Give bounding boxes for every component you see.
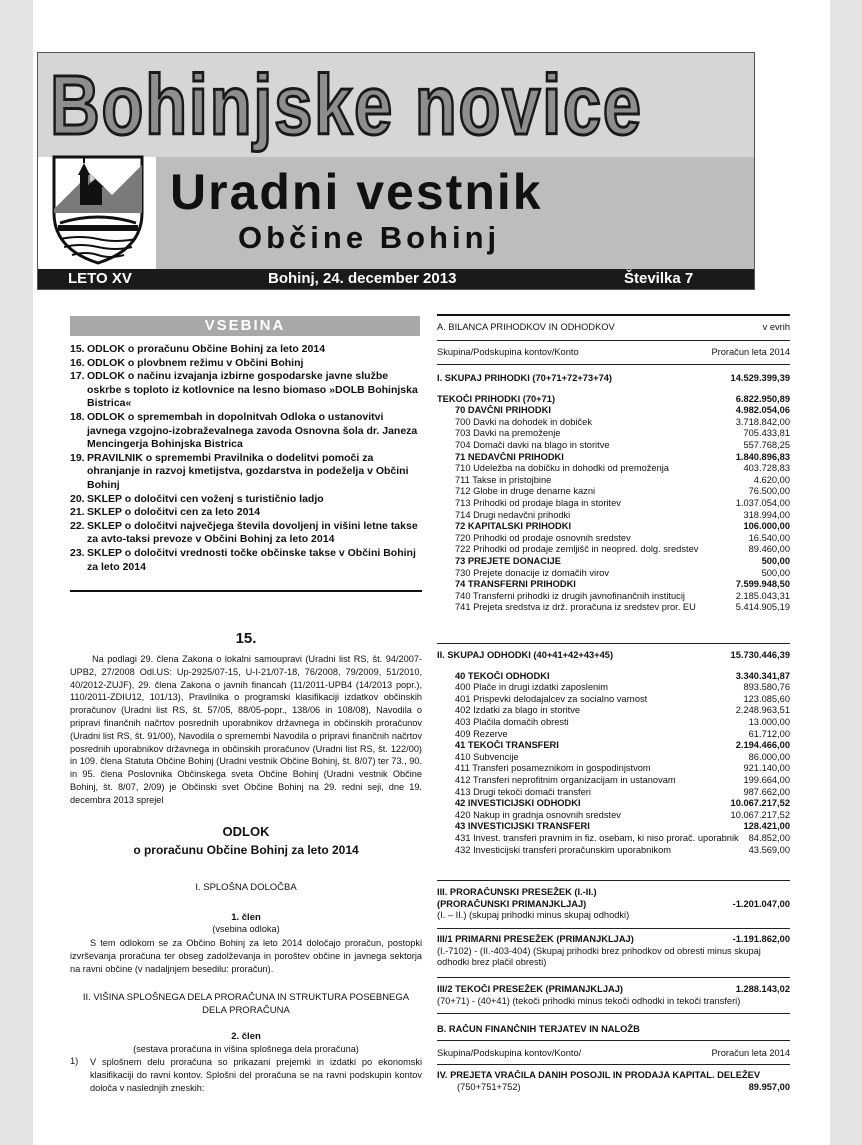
contents-item[interactable] <box>70 357 422 371</box>
article-subtitle: (sestava proračuna in višina splošnega dela proračuna) <box>133 1044 359 1054</box>
budget-row <box>437 602 790 614</box>
divider <box>437 364 790 365</box>
budget-row-value: 6.822.950,89 <box>735 393 790 404</box>
budget-row-label: 403 Plačila domačih obresti <box>455 716 569 727</box>
masthead-info-bar <box>38 269 754 289</box>
masthead <box>37 52 755 290</box>
expense-rows <box>437 650 790 856</box>
budget-row <box>437 763 790 775</box>
contents-item-text: PRAVILNIK o spremembi Pravilnika o dodelitvi pomoči za ohranjanje in razvoj kmetijstva, gozdarstva in podeželja v Občini Bohinj <box>87 451 409 491</box>
contents-item-number: 21. <box>70 506 85 519</box>
budget-row-label: I. SKUPAJ PRIHODKI (70+71+72+73+74) <box>437 373 613 383</box>
budget-row <box>437 544 790 556</box>
column-header-account: Skupina/Podskupina kontov/Konto/ <box>437 1048 582 1058</box>
contents-item[interactable] <box>70 411 422 452</box>
budget-row-value: 128.421,00 <box>743 821 790 832</box>
surplus-section <box>437 887 790 922</box>
budget-row-value: 705.433,81 <box>743 428 790 439</box>
divider <box>437 977 790 978</box>
budget-row-label: 40 TEKOČI ODHODKI <box>455 670 550 681</box>
budget-row-value: 318.994,00 <box>743 509 790 520</box>
contents-item-text: ODLOK o plovbnem režimu v Občini Bohinj <box>87 356 304 369</box>
contents-heading: VSEBINA <box>70 316 420 336</box>
contents-item-number: 17. <box>70 370 85 383</box>
contents-item-number: 19. <box>70 451 85 464</box>
divider <box>437 1040 790 1041</box>
article-subtitle: (vsebina odloka) <box>212 924 280 934</box>
budget-row-label: 722 Prihodki od prodaje zemljišč in neopred. dolg. sredstev <box>455 544 699 555</box>
budget-row-label: 713 Prihodki od prodaje blaga in storitev <box>455 497 621 508</box>
primary-surplus-title: III/1 PRIMARNI PRESEŽEK (PRIMANJKLJAJ) <box>437 934 634 944</box>
contents-item[interactable] <box>70 493 422 507</box>
budget-row-value: 2.194.466,00 <box>735 740 790 751</box>
budget-row <box>437 428 790 440</box>
budget-row-label: 73 PREJETE DONACIJE <box>455 555 561 566</box>
divider <box>437 928 790 929</box>
divider <box>437 340 790 341</box>
budget-row <box>437 775 790 787</box>
budget-row-value: 10.067.217,52 <box>730 809 790 820</box>
preamble-text: Na podlagi 29. člena Zakona o lokalni samoupravi (Uradni list RS, št. 94/2007-UPB2, 27/2008 Odl.US: Up-2925/07-15, U-I-21/07-18, 76/2008, 79/2009, 51/2010, 40/2012-ZUJF), 29. člena Zakona o javnih financah (11/2011-UPB4 (14/2013 popr.), 110/2011-ZDIU12, 101/13), Pravilnika o programski klasifikaciji izdatkov občinskih proračunov (Uradni list RS, št. 57/05, 88/05-popr., 138/06 in 108/08), Navodila o pripravi finančnih načrtov posrednih uporabnikov državnega in občinskih proračunov (Uradni list RS, št. 91/00), Navodila o spremembi Navodila o pripravi finančnih načrtov posrednih uporabnikov državnega in občinskih proračunov (Uradni list RS, št. 122/00) in 109. člena Statuta Občine Bohinj (Uradni vestnik Občine Bohinj, št. 8/07) ter 73., 90. in 95. člena Poslovnika Občinskega sveta Občine Bohinj (Uradni vestnik Občine Bohinj, št. 8/07, 2/09) je Občinski svet Občine Bohinj na 29. redni seji, dne 19. decembra 2013 sprejel <box>70 654 422 805</box>
budget-row-label: 74 TRANSFERNI PRIHODKI <box>455 579 576 590</box>
part-heading: I. SPLOŠNA DOLOČBA <box>195 882 297 893</box>
budget-row-value: 403.728,83 <box>743 463 790 474</box>
budget-row-value: 893.580,76 <box>743 682 790 693</box>
contents-item[interactable] <box>70 370 422 411</box>
budget-row-label: 714 Drugi nedavčni prihodki <box>455 509 571 520</box>
budget-row-label: 70 DAVČNI PRIHODKI <box>455 405 551 416</box>
budget-row <box>437 463 790 475</box>
budget-row-value: 987.662,00 <box>743 786 790 797</box>
budget-row-label: 710 Udeležba na dobičku in dohodki od premoženja <box>455 463 669 474</box>
section-number: 15. <box>235 630 257 647</box>
revenue-rows <box>437 373 790 614</box>
budget-row-value: 86.000,00 <box>748 751 790 762</box>
primary-surplus-section <box>437 934 790 969</box>
article-number: 2. člen <box>231 1031 261 1042</box>
budget-row-value: 4.982.054,06 <box>735 405 790 416</box>
budget-row <box>437 798 790 810</box>
budget-row-label: 420 Nakup in gradnja osnovnih sredstev <box>455 809 621 820</box>
article-number: 1. člen <box>231 912 261 923</box>
part-heading: II. VIŠINA SPLOŠNEGA DELA PRORAČUNA IN STRUKTURA POSEBNEGA DELA PRORAČUNA <box>82 992 410 1016</box>
budget-row <box>437 729 790 741</box>
contents-item[interactable] <box>70 506 422 520</box>
budget-row <box>437 717 790 729</box>
budget-row-label: 703 Davki na premoženje <box>455 428 561 439</box>
masthead-municipality: Občine Bohinj <box>238 220 501 255</box>
divider <box>437 1013 790 1014</box>
budget-row-value: 3.718.842,00 <box>735 416 790 427</box>
budget-row <box>437 486 790 498</box>
budget-row-label: 700 Davki na dohodek in dobiček <box>455 416 592 427</box>
section-b-iv-sub: (750+751+752) <box>457 1081 521 1092</box>
contents-item-number: 22. <box>70 519 85 532</box>
current-surplus-value: 1.288.143,02 <box>735 984 790 994</box>
primary-surplus-value: -1.191.862,00 <box>732 934 790 944</box>
budget-row <box>437 556 790 568</box>
budget-row <box>437 752 790 764</box>
divider <box>70 590 422 592</box>
budget-row <box>437 373 790 385</box>
contents-item-text: SKLEP o določitvi vrednosti točke občinske takse v Občini Bohinj za leto 2014 <box>87 546 416 573</box>
bohinj-coat-of-arms-icon <box>50 153 146 265</box>
budget-row <box>437 521 790 533</box>
budget-row-label: TEKOČI PRIHODKI (70+71) <box>437 393 556 404</box>
budget-row-label: 411 Transferi posameznikom in gospodinjstvom <box>455 763 651 774</box>
budget-row-value: 84.852,00 <box>748 832 790 843</box>
budget-row-value: 14.529.399,39 <box>730 373 790 383</box>
budget-row <box>437 452 790 464</box>
budget-row <box>437 533 790 545</box>
contents-item[interactable] <box>70 547 422 574</box>
budget-row <box>437 810 790 822</box>
budget-row-label: 431 Invest. transferi pravnim in fiz. osebam, ki niso prorač. uporabnik <box>455 832 739 843</box>
budget-row-value: 4.620,00 <box>753 474 790 485</box>
budget-row <box>437 498 790 510</box>
budget-row-label: 41 TEKOČI TRANSFERI <box>455 740 559 751</box>
budget-row-value: 2.185.043,31 <box>735 590 790 601</box>
divider <box>437 880 790 881</box>
section-b-iv <box>437 1070 790 1093</box>
budget-row <box>437 591 790 603</box>
section-b-iv-title: IV. PREJETA VRAČILA DANIH POSOJIL IN PRODAJA KAPITAL. DELEŽEV <box>437 1070 761 1080</box>
budget-row <box>437 394 790 406</box>
budget-row-label: 730 Prejete donacije iz domačih virov <box>455 567 609 578</box>
masthead-subtitle: Uradni vestnik <box>170 164 543 220</box>
budget-row-value: 13.000,00 <box>748 716 790 727</box>
masthead-title-band <box>38 53 754 157</box>
divider <box>437 643 790 644</box>
budget-row-value: 106.000,00 <box>743 521 790 532</box>
budget-row <box>437 705 790 717</box>
budget-row <box>437 671 790 683</box>
budget-row-value: 5.414.905,19 <box>735 602 790 613</box>
budget-row-value: 10.067.217,52 <box>730 798 790 809</box>
contents-item-text: SKLEP o določitvi cen voženj s turističnio ladjo <box>87 492 324 505</box>
budget-row-value: 16.540,00 <box>748 532 790 543</box>
divider <box>437 1064 790 1065</box>
contents-item-number: 20. <box>70 492 85 505</box>
budget-row <box>437 405 790 417</box>
budget-row-label: 412 Transferi neprofitnim organizacijam in ustanovam <box>455 774 676 785</box>
column-header-budget: Proračun leta 2014 <box>711 1048 790 1058</box>
budget-row <box>437 833 790 845</box>
article-text: V splošnem delu proračuna so prikazani prejemki in izdatki po ekonomski klasifikaciji do ravni kontov. Splošni del proračuna se na ravni podskupin kontov določa v naslednjih zneskih: <box>90 1057 422 1093</box>
budget-row <box>437 440 790 452</box>
divider <box>437 314 790 316</box>
budget-row-value: 61.712,00 <box>748 728 790 739</box>
contents-item-number: 15. <box>70 343 85 355</box>
budget-row-label: II. SKUPAJ ODHODKI (40+41+42+43+45) <box>437 650 614 660</box>
odlok-subtitle: o proračunu Občine Bohinj za leto 2014 <box>133 843 359 857</box>
section-header <box>70 630 422 650</box>
contents-list <box>70 343 422 574</box>
issue-number: Številka 7 <box>624 270 694 287</box>
budget-row-value: 43.569,00 <box>748 844 790 855</box>
contents-item[interactable] <box>70 452 422 493</box>
contents-item-text: SKLEP o določitvi največjega števila dovoljenj in višini letne takse za avto-taksi prevoze v Občini Bohinj za leto 2014 <box>87 519 418 546</box>
contents-item-text: ODLOK o spremembah in dopolnitvah Odloka o ustanovitvi javnega vzgojno-izobraževalnega zavoda Osnovna šola dr. Janeza Mencingerja Bohinjska Bistrica <box>87 410 418 451</box>
budget-row-value: 199.664,00 <box>743 774 790 785</box>
budget-row <box>437 845 790 857</box>
contents-item-number: 18. <box>70 410 85 423</box>
surplus-title: III. PRORAČUNSKI PRESEŽEK (I.-II.) <box>437 887 597 897</box>
contents-item-text: ODLOK o načinu izvajanja izbirne gospodarske javne službe oskrbe s toploto iz kotlovnice na lesno biomaso »DOLB Bohinjska Bistrica« <box>87 370 418 410</box>
article-text: S tem odlokom se za Občino Bohinj za leto 2014 določajo proračun, postopki izvrševanja proračuna ter obseg zadolževanja in poroštev občine in javnega sektorja na ravni občine (v nadaljnjem besedilu: proračun). <box>70 938 422 974</box>
unit-label: v evrih <box>762 322 790 332</box>
masthead-title: Bohinjske novice <box>50 58 643 152</box>
budget-row-value: 2.248.963,51 <box>735 705 790 716</box>
budget-row-label: 72 KAPITALSKI PRIHODKI <box>455 521 572 532</box>
budget-row <box>437 682 790 694</box>
budget-row <box>437 475 790 487</box>
contents-item[interactable] <box>70 343 422 357</box>
budget-row-value: 921.140,00 <box>743 763 790 774</box>
budget-row-label: 409 Rezerve <box>455 728 508 739</box>
budget-row-value: 1.037.054,00 <box>735 497 790 508</box>
budget-row-value: 7.599.948,50 <box>735 579 790 590</box>
masthead-subtitle-band <box>156 157 754 269</box>
budget-row-label: 402 Izdatki za blago in storitve <box>455 705 581 716</box>
budget-row-label: 432 Investicijski transferi proračunskim uporabnikom <box>455 844 671 855</box>
section-b-title: B. RAČUN FINANČNIH TERJATEV IN NALOŽB <box>437 1024 640 1034</box>
budget-row-label: 413 Drugi tekoči domači transferi <box>455 786 591 797</box>
contents-item-text: ODLOK o proračunu Občine Bohinj za leto 2014 <box>87 343 326 355</box>
surplus-note: (I. – II.) (skupaj prihodki minus skupaj odhodki) <box>437 910 630 921</box>
budget-row-label: 71 NEDAVČNI PRIHODKI <box>455 451 564 462</box>
budget-row-value: 76.500,00 <box>748 486 790 497</box>
paragraph-number: 1) <box>70 1056 79 1066</box>
budget-row-label: 712 Globe in druge denarne kazni <box>455 486 596 497</box>
budget-row <box>437 740 790 752</box>
budget-row-label: 401 Prispevki delodajalcev za socialno varnost <box>455 693 648 704</box>
column-header-budget: Proračun leta 2014 <box>711 347 790 357</box>
budget-row-label: 43 INVESTICIJSKI TRANSFERI <box>455 821 590 832</box>
budget-row-value: 15.730.446,39 <box>730 650 790 660</box>
budget-row-value: 557.768,25 <box>743 439 790 450</box>
section-a-title: A. BILANCA PRIHODKOV IN ODHODKOV <box>437 322 615 332</box>
contents-item[interactable] <box>70 520 422 547</box>
budget-row-label: 42 INVESTICIJSKI ODHODKI <box>455 798 581 809</box>
volume-label: LETO XV <box>68 270 132 287</box>
budget-row <box>437 510 790 522</box>
budget-row <box>437 821 790 833</box>
current-surplus-note: (70+71) - (40+41) (tekoči prihodki minus tekoči odhodki in tekoči transferi) <box>437 995 741 1006</box>
budget-row-label: 704 Domači davki na blago in storitve <box>455 439 610 450</box>
budget-row <box>437 568 790 580</box>
section-b-iv-value: 89.957,00 <box>748 1081 790 1092</box>
contents-item-text: SKLEP o določitvi cen za leto 2014 <box>87 506 261 519</box>
budget-row-value: 1.840.896,83 <box>735 451 790 462</box>
budget-row-value: 500,00 <box>761 555 790 566</box>
budget-row-value: 89.460,00 <box>748 544 790 555</box>
budget-row-label: 400 Plače in drugi izdatki zaposlenim <box>455 682 608 693</box>
budget-row-label: 741 Prejeta sredstva iz drž. proračuna iz sredstev pror. EU <box>455 602 696 613</box>
column-header-account: Skupina/Podskupina kontov/Konto <box>437 347 579 357</box>
budget-row-label: 711 Takse in pristojbine <box>455 474 552 485</box>
budget-row <box>437 787 790 799</box>
budget-row-label: 720 Prihodki od prodaje osnovnih sredstev <box>455 532 631 543</box>
budget-row <box>437 579 790 591</box>
budget-row <box>437 694 790 706</box>
contents-item-number: 23. <box>70 546 85 559</box>
budget-row-value: 123.085,60 <box>743 693 790 704</box>
current-surplus-section <box>437 984 790 1007</box>
budget-row <box>437 650 790 662</box>
primary-surplus-note: (I.-7102) - (II.-403-404) (Skupaj prihodki brez prihodkov od obresti minus skupaj odhodki brez plačil obresti) <box>437 945 761 968</box>
surplus-value: -1.201.047,00 <box>732 898 790 909</box>
budget-row-label: 410 Subvencije <box>455 751 519 762</box>
contents-item-number: 16. <box>70 356 85 369</box>
budget-row-label: 740 Transferni prihodki iz drugih javnofinančnih institucij <box>455 590 685 601</box>
surplus-title-2: (PRORAČUNSKI PRIMANJKLJAJ) <box>437 898 587 909</box>
odlok-title: ODLOK <box>222 824 270 839</box>
current-surplus-title: III/2 TEKOČI PRESEŽEK (PRIMANJKLJAJ) <box>437 984 623 994</box>
budget-row <box>437 417 790 429</box>
budget-row-value: 3.340.341,87 <box>735 670 790 681</box>
issue-date: Bohinj, 24. december 2013 <box>268 270 457 287</box>
budget-row-value: 500,00 <box>761 567 790 578</box>
